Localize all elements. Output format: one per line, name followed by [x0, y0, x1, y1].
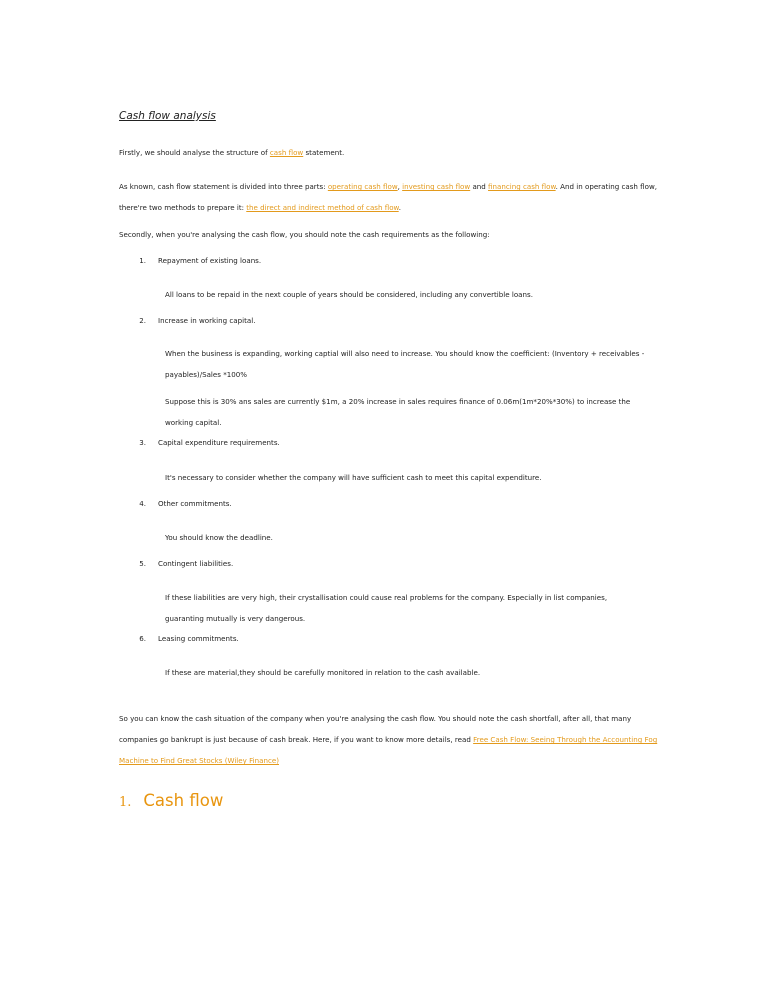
- list-item-text: Repayment of existing loans.: [158, 256, 262, 265]
- list-item-number: 5.: [139, 559, 146, 568]
- list-item-text: Contingent liabilities.: [158, 559, 234, 568]
- intro-paragraph: [119, 142, 664, 163]
- direct-indirect-method-link[interactable]: the direct and indirect method of cash flow: [246, 203, 399, 212]
- conclusion-paragraph: [119, 708, 664, 771]
- list-item-number: 1.: [139, 256, 146, 265]
- list-item-text: Increase in working capital.: [158, 316, 256, 325]
- section-heading-text: Cash flow: [143, 791, 224, 810]
- list-item-note: When the business is expanding, working captial will also need to increase. You should know the coefficient: (Inventory + receivables - payables)/Sales *100%: [165, 349, 645, 379]
- list-item-number: 2.: [139, 316, 146, 325]
- financing-cash-flow-link[interactable]: financing cash flow: [488, 182, 556, 191]
- list-item-note: Suppose this is 30% ans sales are currently $1m, a 20% increase in sales requires finance of 0.06m(1m*20%*30%) to increase the working capital.: [165, 397, 631, 427]
- list-item-note: All loans to be repaid in the next couple of years should be considered, including any convertible loans.: [165, 290, 533, 299]
- intro-text: Firstly, we should analyse the structure of: [119, 148, 270, 157]
- list-item-number: 4.: [139, 499, 146, 508]
- list-item-note: If these liabilities are very high, their crystallisation could cause real problems for the company. Especially in list companies, guaranting mutually is very dangerous.: [165, 593, 608, 623]
- operating-cash-flow-link[interactable]: operating cash flow: [327, 182, 398, 191]
- conclusion-text: So you can know the cash situation of the company when you're analysing the cash flow. You should note the cash shortfall, after all, that many companies go bankrupt is just because of cash break. Here, if you want to know more details, read: [119, 714, 632, 744]
- list-item-note: You should know the deadline.: [165, 533, 273, 542]
- list-item-number: 3.: [139, 438, 146, 447]
- page-title: Cash flow analysis: [119, 110, 216, 122]
- parts-text: ,: [397, 182, 403, 191]
- parts-text: and: [470, 182, 489, 191]
- list-item-number: 6.: [139, 634, 146, 643]
- parts-text: . And in operating cash flow, there're two methods to prepare it:: [119, 182, 658, 212]
- investing-cash-flow-link[interactable]: investing cash flow: [402, 182, 471, 191]
- section-heading-number: 1.: [119, 795, 132, 810]
- parts-text: As known, cash flow statement is divided into three parts:: [119, 182, 328, 191]
- list-item-text: Leasing commitments.: [158, 634, 239, 643]
- list-item-note: It's necessary to consider whether the company will have sufficient cash to meet this capital expenditure.: [165, 473, 542, 482]
- free-cash-flow-book-link[interactable]: Free Cash Flow: Seeing Through the Accounting Fog Machine to Find Great Stocks (Wiley Finance): [119, 735, 658, 765]
- list-item-text: Other commitments.: [158, 499, 232, 508]
- parts-paragraph: [119, 176, 664, 218]
- cash-flow-link[interactable]: cash flow: [269, 148, 304, 157]
- secondly-paragraph: Secondly, when you're analysing the cash flow, you should note the cash requirements as the following:: [119, 230, 490, 239]
- parts-text: .: [398, 203, 401, 212]
- intro-text-end: statement.: [303, 148, 345, 157]
- section-heading: [119, 791, 223, 810]
- list-item-note: If these are material,they should be carefully monitored in relation to the cash available.: [165, 668, 481, 677]
- list-item-text: Capital expenditure requirements.: [158, 438, 280, 447]
